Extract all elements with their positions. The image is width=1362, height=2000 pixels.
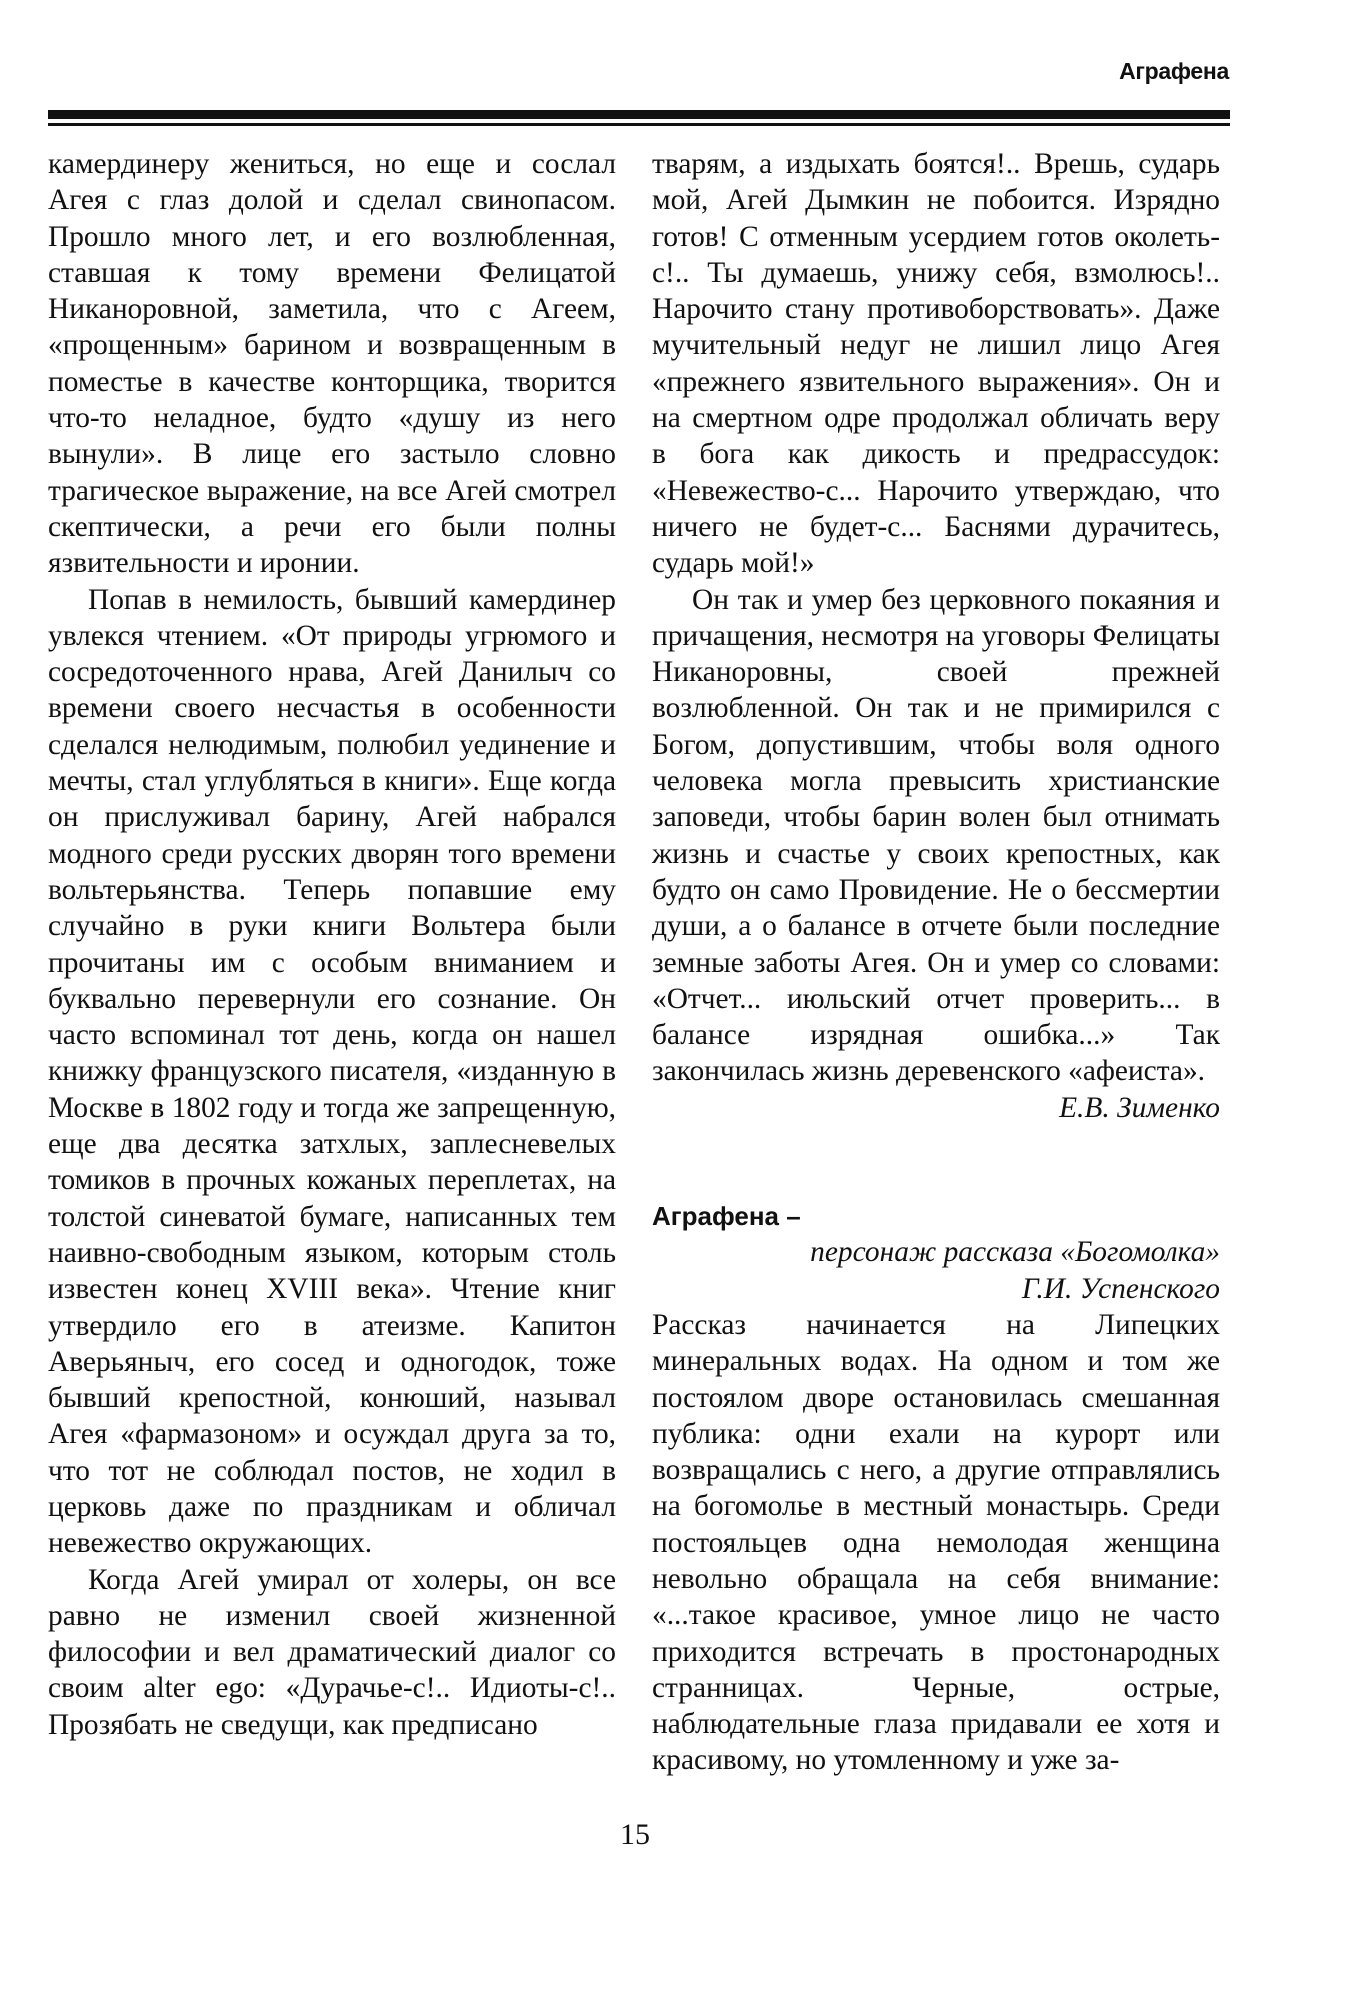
left-column bbox=[48, 146, 616, 1743]
entry-subtitle: персонаж рассказа «Богомолка» bbox=[810, 1236, 1220, 1269]
section-spacer bbox=[652, 1126, 1220, 1198]
running-title: Аграфена bbox=[1119, 58, 1229, 84]
paragraph: камердинеру жениться, но еще и сослал Агея с глаз долой и сделал свинопасом. Прошло много лет, и его возлюбленная, ставшая к тому времени Фелицатой Никаноровной, заметила, что с Агеем, «прощенным» барином и возвращенным в поместье в качестве конторщика, творится что-то неладное, будто «душу из него вынули». В лице его застыло словно трагическое выражение, на все Агей смотрел скептически, а речи его были полны язвительности и иронии. bbox=[48, 148, 616, 580]
paragraph: Когда Агей умирал от холеры, он все равно не изменил своей жизненной философии и вел драматический диалог со своим alter ego: «Дурачье-с!.. Идиоты-с!.. Прозябать не сведущи, как предписано bbox=[48, 1563, 616, 1741]
header-rule-thin bbox=[48, 123, 1230, 126]
author-signature: Е.В. Зименко bbox=[1059, 1091, 1220, 1124]
right-column bbox=[652, 146, 1220, 1779]
entry-subtitle-author: Г.И. Успенского bbox=[1021, 1272, 1220, 1305]
paragraph: тварям, а издыхать боятся!.. Врешь, сударь мой, Агей Дымкин не побоится. Изрядно готов! С отменным усердием готов околеть-с!.. Ты думаешь, унижу себя, взмолюсь!.. Нарочито стану противоборствовать». Даже мучительный недуг не лишил лицо Агея «прежнего язвительного выражения». Он и на смертном одре продолжал обличать веру в бога как дикость и предрассудок: «Невежество-с... Нарочито утверждаю, что ничего не будет-с... Баснями дурачитесь, сударь мой!» bbox=[652, 148, 1220, 580]
entry-body: Рассказ начинается на Липецких минеральных водах. На одном и том же постоялом дворе остановилась смешанная публика: одни ехали на курорт или возвращались с него, а другие отправлялись на богомолье в местный монастырь. Среди постояльцев одна немолодая женщина невольно обращала на себя внимание: «...такое красивое, умное лицо не часто приходится встречать в простонародных странницах. Черные, острые, наблюдательные глаза придавали ее хотя и красивому, но утомленному и уже за- bbox=[652, 1308, 1220, 1777]
paragraph: Попав в немилость, бывший камердинер увлекся чтением. «От природы угрюмого и сосредоточенного нрава, Агей Данилыч со времени своего несчастья в особенности сделался нелюдимым, полюбил уединение и мечты, стал углубляться в книги». Еще когда он прислуживал барину, Агей набрался модного среди русских дворян того времени вольтерьянства. Теперь попавшие ему случайно в руки книги Вольтера были прочитаны им с особым вниманием и буквально перевернули его сознание. Он часто вспоминал тот день, когда он нашел книжку французского писателя, «изданную в Москве в 1802 году и тогда же запрещенную, еще два десятка затхлых, заплесневелых томиков в прочных кожаных переплетах, на толстой синеватой бумаге, написанных тем наивно-свободным языком, которым столь известен конец XVIII века». Чтение книг утвердило его в атеизме. Капитон Аверьяныч, его сосед и одногодок, тоже бывший крепостной, конюший, называл Агея «фармазоном» и осуждал друга за то, что тот не соблюдал постов, не ходил в церковь даже по праздникам и обличал невежество окружающих. bbox=[48, 583, 616, 1560]
entry-title: Аграфена – bbox=[652, 1201, 801, 1232]
page-number: 15 bbox=[620, 1818, 650, 1851]
header-rule-thick bbox=[48, 110, 1230, 119]
paragraph: Он так и умер без церковного покаяния и причащения, несмотря на уговоры Фелицаты Никаноровны, своей прежней возлюбленной. Он так и не примирился с Богом, допустившим, чтобы воля одного человека могла превысить христианские заповеди, чтобы барин волен был отнимать жизнь и счастье у своих крепостных, как будто он само Провидение. Не о бессмертии души, а о балансе в отчете были последние земные заботы Агея. Он и умер со словами: «Отчет... июльский отчет проверить... в балансе изрядная ошибка...» Так закончилась жизнь деревенского «афеиста». bbox=[652, 583, 1220, 1088]
